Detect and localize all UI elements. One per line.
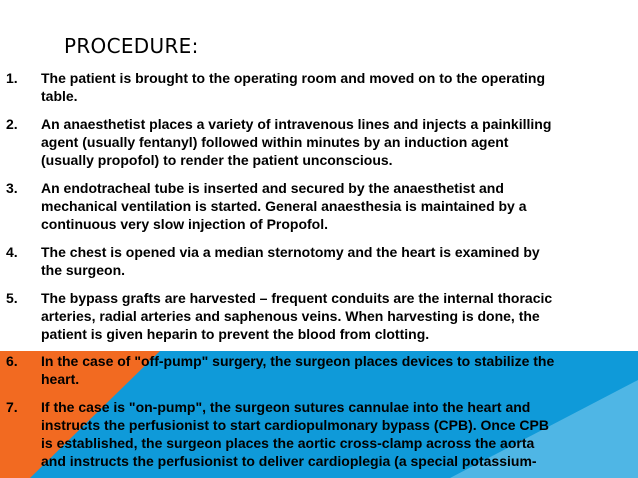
step-number: 3. <box>6 180 18 196</box>
step-text-line: The patient is brought to the operating room and moved on to the operating <box>41 70 545 86</box>
step-text-line: The bypass grafts are harvested – frequent conduits are the internal thoracic <box>41 290 553 306</box>
step-text-line: the surgeon. <box>41 262 126 278</box>
step-number: 2. <box>6 116 18 132</box>
step-text-line: In the case of "off-pump" surgery, the surgeon places devices to stabilize the <box>41 353 555 369</box>
step-text-line: mechanical ventilation is started. General anaesthesia is maintained by a <box>41 198 527 214</box>
step-text-line: heart. <box>41 371 80 387</box>
step-text-line: An endotracheal tube is inserted and secured by the anaesthetist and <box>41 180 504 196</box>
step-number: 6. <box>6 353 18 369</box>
step-text-line: (usually propofol) to render the patient unconscious. <box>41 152 393 168</box>
step-number: 7. <box>6 399 18 415</box>
step-text-line: agent (usually fentanyl) followed within minutes by an induction agent <box>41 134 509 150</box>
step-text-line: instructs the perfusionist to start cardiopulmonary bypass (CPB). Once CPB <box>41 417 549 433</box>
step-text-line: table. <box>41 88 78 104</box>
step-number: 1. <box>6 70 18 86</box>
step-text-line: arteries, radial arteries and saphenous veins. When harvesting is done, the <box>41 308 540 324</box>
step-text-line: patient is given heparin to prevent the blood from clotting. <box>41 326 430 342</box>
step-text-line: continuous very slow injection of Propofol. <box>41 216 329 232</box>
step-text-line: The chest is opened via a median sternotomy and the heart is examined by <box>41 244 540 260</box>
step-text-line: and instructs the perfusionist to deliver cardioplegia (a special potassium- <box>41 453 537 469</box>
step-text-line: An anaesthetist places a variety of intravenous lines and injects a painkilling <box>41 116 552 132</box>
step-number: 4. <box>6 244 18 260</box>
step-text-line: If the case is "on-pump", the surgeon sutures cannulae into the heart and <box>41 399 531 415</box>
slide-title: PROCEDURE: <box>64 34 199 58</box>
step-number: 5. <box>6 290 18 306</box>
step-text-line: is established, the surgeon places the aortic cross-clamp across the aorta <box>41 435 535 451</box>
